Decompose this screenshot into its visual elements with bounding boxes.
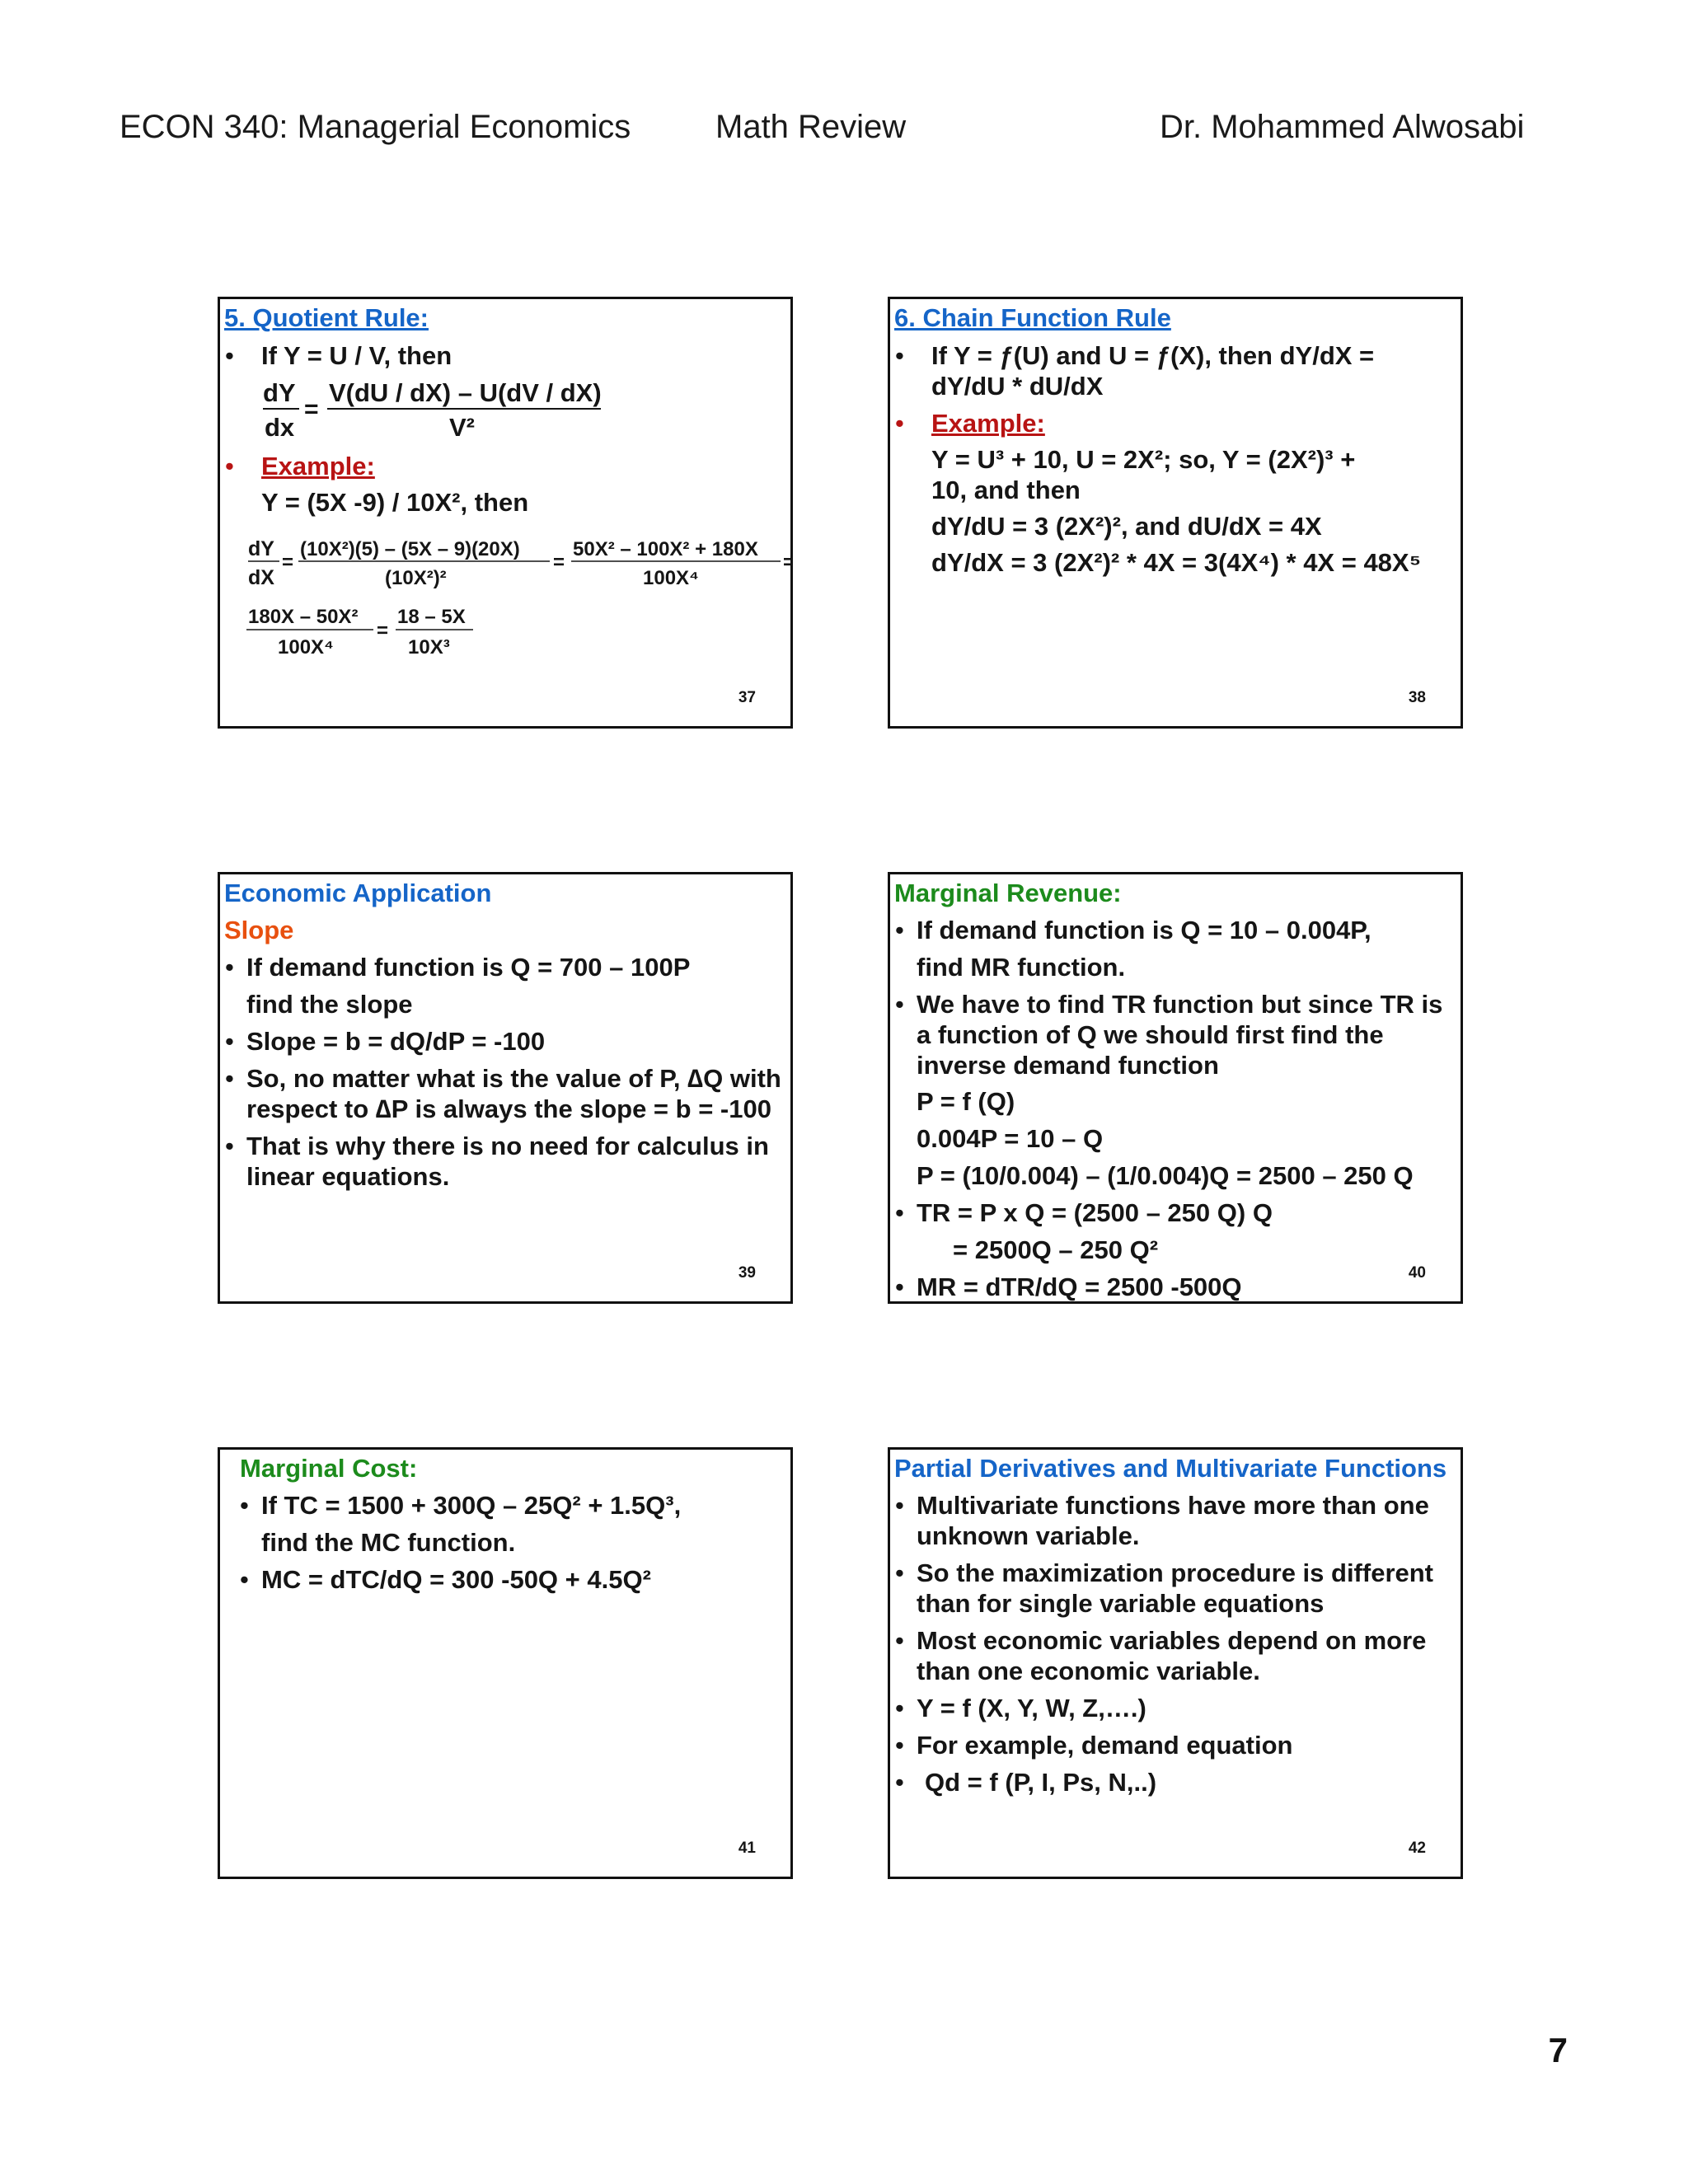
- slide-subtitle: Slope: [224, 916, 294, 944]
- bullet: • MR = dTR/dQ = 2500 -500Q: [890, 1272, 1452, 1302]
- bullet: • That is why there is no need for calculus in linear equations.: [220, 1131, 786, 1192]
- step-5-numerator: 18 – 5X: [397, 606, 466, 628]
- slide-title: Marginal Revenue:: [894, 879, 1122, 907]
- bullet-continuation: find the MC function.: [261, 1528, 516, 1557]
- slide-38-chain-rule: [888, 297, 1463, 729]
- bullet: • For example, demand equation: [890, 1730, 1451, 1760]
- slide-number: 37: [738, 689, 756, 706]
- bullet: • Multivariate functions have more than one unknown variable.: [890, 1490, 1451, 1551]
- step-5-denominator: 10X³: [408, 636, 450, 658]
- bullet: • TR = P x Q = (2500 – 250 Q) Q: [890, 1197, 1452, 1228]
- bullet: • Y = f (X, Y, W, Z,….): [890, 1693, 1451, 1723]
- example-line-1: Y = U³ + 10, U = 2X²; so, Y = (2X²)³ + 10, and then: [931, 445, 1356, 504]
- step-2-numerator: (10X²)(5) – (5X – 9)(20X): [300, 538, 520, 560]
- step-1-denominator: dX: [248, 566, 274, 589]
- formula-lhs-numerator: dY: [263, 378, 296, 407]
- quotient-example-steps: [220, 299, 793, 729]
- page-number: 7: [1548, 2031, 1568, 2069]
- example-line-3: dY/dX = 3 (2X²)² * 4X = 3(4X⁴) * 4X = 48X⁵: [931, 548, 1422, 577]
- equals-sign: =: [783, 551, 795, 574]
- bullet: • MC = dTC/dQ = 300 -50Q + 4.5Q²: [235, 1564, 790, 1595]
- equation-line: P = (10/0.004) – (1/0.004)Q = 2500 – 250 Q: [917, 1161, 1414, 1190]
- slide-number: 39: [738, 1264, 756, 1282]
- step-3-numerator: 50X² – 100X² + 180X: [573, 538, 758, 560]
- equals-sign: =: [377, 620, 389, 642]
- bullet: • If Y = ƒ(U) and U = ƒ(X), then dY/dX = dY/dU * dU/dX: [890, 340, 1382, 401]
- example-bullet: • Example:: [890, 408, 1382, 438]
- bullet: • Qd = f (P, I, Ps, N,..): [890, 1767, 1451, 1797]
- step-3-denominator: 100X⁴: [643, 567, 699, 589]
- bullet: • So, no matter what is the value of P, ∆Q with respect to ∆P is always the slope = b = -100: [220, 1063, 786, 1124]
- slide-title: 5. Quotient Rule:: [224, 303, 429, 332]
- bullet: • Most economic variables depend on more than one economic variable.: [890, 1625, 1451, 1686]
- bullet: • Slope = b = dQ/dP = -100: [220, 1026, 786, 1057]
- slide-number: 42: [1408, 1840, 1426, 1857]
- slide-title: Marginal Cost:: [240, 1454, 418, 1483]
- bullet: • We have to find TR function but since TR is a function of Q we should first find the inverse demand function: [890, 989, 1452, 1080]
- step-2-denominator: (10X²)²: [385, 567, 447, 589]
- slide-title: Economic Application: [224, 879, 492, 907]
- slide-40-marginal-revenue: [888, 872, 1463, 1304]
- formula-rhs-denominator: V²: [449, 413, 475, 442]
- formula-rhs-numerator: V(dU / dX) – U(dV / dX): [329, 378, 602, 407]
- step-4-numerator: 180X – 50X²: [248, 606, 359, 628]
- bullet: • If TC = 1500 + 300Q – 25Q² + 1.5Q³,: [235, 1490, 790, 1521]
- document-topic: Math Review: [715, 109, 907, 145]
- slide-42-partial-derivatives: [888, 1447, 1463, 1879]
- bullet: • If Y = U / V, then: [220, 340, 790, 371]
- step-1-numerator: dY: [248, 537, 274, 560]
- bullet: • If demand function is Q = 700 – 100P: [220, 952, 786, 982]
- slide-number: 41: [738, 1840, 756, 1857]
- formula-lhs-denominator: dx: [265, 413, 295, 442]
- slide-title: 6. Chain Function Rule: [894, 303, 1171, 332]
- equals-sign: =: [304, 396, 319, 423]
- example-text: Y = (5X -9) / 10X², then: [261, 488, 529, 517]
- slide-number: 40: [1408, 1264, 1426, 1282]
- slide-41-marginal-cost: [218, 1447, 793, 1879]
- equals-sign: =: [282, 551, 294, 574]
- example-line-2: dY/dU = 3 (2X²)², and dU/dX = 4X: [931, 512, 1322, 541]
- equals-sign: =: [553, 551, 565, 574]
- slide-number: 38: [1408, 689, 1426, 706]
- slide-39-economic-application: [218, 872, 793, 1304]
- equation-line: 0.004P = 10 – Q: [917, 1124, 1104, 1153]
- example-bullet: • Example:: [220, 451, 790, 481]
- bullet: • So the maximization procedure is different than for single variable equations: [890, 1558, 1451, 1619]
- slide-title: Partial Derivatives and Multivariate Functions: [894, 1454, 1447, 1483]
- instructor-name: Dr. Mohammed Alwosabi: [1160, 109, 1525, 145]
- bullet: • If demand function is Q = 10 – 0.004P,: [890, 915, 1452, 945]
- bullet-continuation: find the slope: [246, 990, 413, 1019]
- equation-line: P = f (Q): [917, 1087, 1015, 1116]
- slide-37-quotient-rule: [218, 297, 793, 729]
- equation-line: = 2500Q – 250 Q²: [953, 1235, 1159, 1264]
- course-title: ECON 340: Managerial Economics: [120, 109, 631, 145]
- step-4-denominator: 100X⁴: [278, 636, 334, 658]
- bullet-continuation: find MR function.: [917, 953, 1126, 982]
